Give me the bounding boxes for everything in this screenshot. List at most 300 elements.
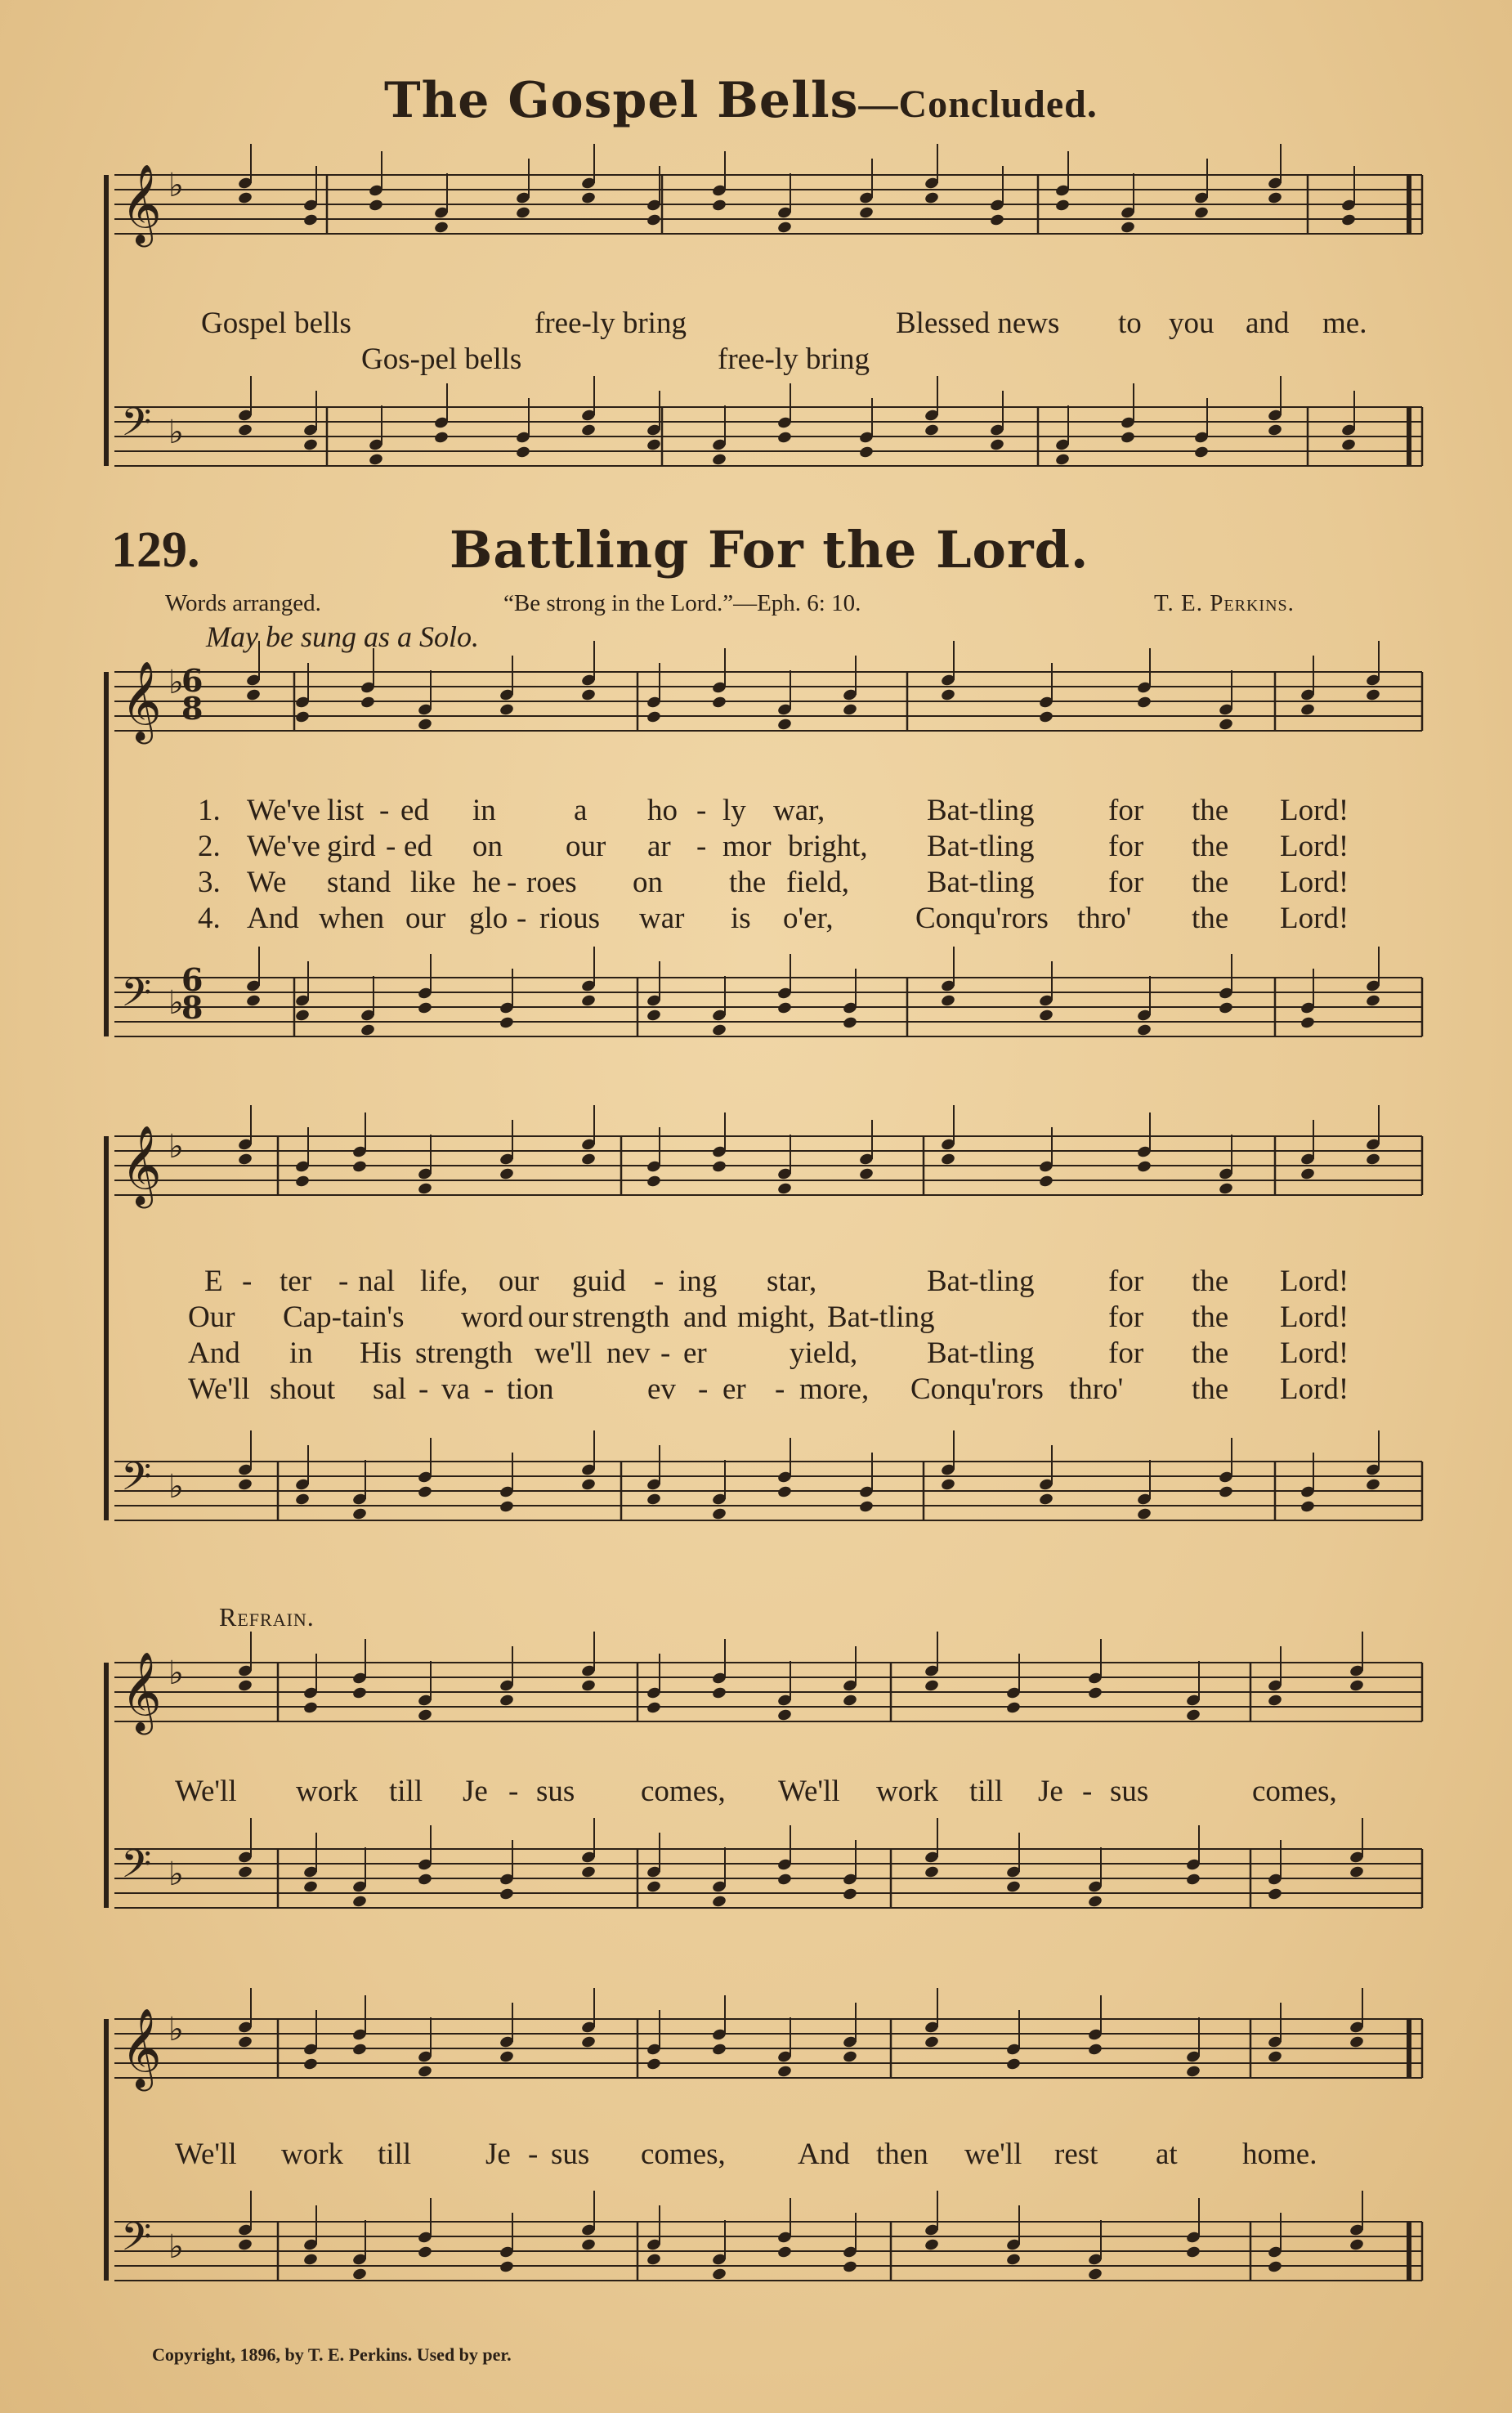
note-head [433,431,449,445]
lyric-word: sal [373,1372,407,1406]
lyric-word: thro' [1069,1372,1124,1406]
note-head [1300,1167,1315,1181]
note-head [1340,213,1356,227]
note-head [499,2260,514,2274]
note-head [237,1679,253,1693]
note-head [1087,1895,1103,1909]
bass-clef-icon: 𝄢 [121,1455,152,1508]
note-head [646,1009,661,1023]
note-head [245,688,261,702]
verse-number: 2. [198,830,221,863]
lyric-word: Gos-pel bells [361,342,522,376]
lyric-word: work [281,2138,344,2171]
lyric-word: We [247,866,287,899]
note-head [294,1175,310,1189]
lyric-word: ing [678,1265,718,1298]
lyric-word: till [389,1775,423,1808]
lyric-word: for [1108,1265,1144,1298]
note-head [1087,2268,1103,2281]
words-credit: Words arranged. [165,590,321,616]
note-head [1218,1485,1233,1499]
lyric-word: home. [1242,2138,1317,2171]
lyric-word: - [484,1372,494,1406]
note-head [302,1701,318,1715]
note-head [580,1478,596,1492]
bass-clef-icon: 𝄢 [121,1842,152,1896]
time-signature-bottom: 8 [181,989,204,1026]
note-head [1038,1493,1053,1506]
note-head [842,1016,857,1030]
note-head [1267,2050,1282,2064]
note-head [580,2238,596,2252]
note-head [1038,1009,1053,1023]
note-head [842,2050,857,2064]
lyric-word: We'll [188,1372,250,1406]
lyric-word: ter [280,1265,312,1298]
note-head [351,1160,367,1174]
note-head [776,1182,792,1196]
time-signature-bottom: 8 [181,690,204,727]
note-head [417,1001,432,1015]
treble-clef-icon: 𝄞 [121,1654,162,1730]
note-head [1120,431,1135,445]
composer-credit: T. E. Perkins. [1154,590,1295,616]
note-head [1087,2043,1103,2057]
lyric-word: We'll [175,1775,237,1808]
note-head [1340,438,1356,452]
flat-key-signature-icon: ♭ [168,2011,184,2048]
lyric-word: shout [270,1372,336,1406]
lyric-word: sus [536,1775,575,1808]
note-head [1218,718,1233,732]
note-head [237,1478,253,1492]
lyric-word: Je [485,2138,511,2171]
lyric-word: - [528,2138,539,2171]
note-head [417,2065,432,2079]
note-head [776,2065,792,2079]
note-head [842,1887,857,1901]
lyric-word: mor [722,830,772,863]
lyric-word: list [327,794,365,827]
flat-key-signature-icon: ♭ [168,1468,184,1505]
lyric-word: Gospel bells [201,307,351,340]
lyric-word: thro' [1077,902,1132,935]
lyric-word: er [722,1372,746,1406]
note-head [417,1873,432,1887]
note-head [580,2035,596,2049]
note-head [711,1507,727,1521]
note-head [351,2043,367,2057]
note-head [302,2253,318,2267]
note-head [351,2268,367,2281]
verse-number: 4. [198,902,221,935]
lyric-word: Je [1038,1775,1063,1808]
flat-key-signature-icon: ♭ [168,414,184,450]
note-head [351,1507,367,1521]
lyric-word: ly [722,794,746,827]
note-head [776,2245,792,2259]
note-head [711,1895,727,1909]
note-head [360,696,375,710]
note-head [499,1167,514,1181]
note-head [1185,1708,1201,1722]
lyric-word: - [1082,1775,1093,1808]
lyric-word: the [1192,830,1229,863]
lyric-word: va [441,1372,470,1406]
note-head [1005,2057,1021,2071]
lyric-word: ar [647,830,671,863]
note-head [1193,206,1209,220]
lyric-word: for [1108,830,1144,863]
note-head [1005,1880,1021,1894]
lyric-word: - [698,1372,709,1406]
lyric-word: our [528,1301,569,1334]
time-signature-top: 6 [181,662,204,699]
note-head [924,191,939,205]
note-head [1038,1175,1053,1189]
note-head [1267,1694,1282,1708]
note-head [711,199,727,213]
note-head [924,1679,939,1693]
note-head [1349,2035,1364,2049]
lyric-word: rest [1054,2138,1098,2171]
note-head [351,1895,367,1909]
note-head [417,2245,432,2259]
lyric-word: at [1156,2138,1178,2171]
note-head [580,191,596,205]
lyric-word: more, [799,1372,870,1406]
lyric-word: Bat-tling [927,830,1035,863]
note-head [237,423,253,437]
lyric-word: a [574,794,588,827]
lyric-word: and [683,1301,727,1334]
lyric-word: gird [327,830,376,863]
note-head [646,1701,661,1715]
lyric-word: the [1192,794,1229,827]
note-head [499,1694,514,1708]
lyric-word: comes, [641,2138,726,2171]
note-head [1120,221,1135,235]
note-head [1087,1686,1103,1700]
lyric-word: guid [572,1265,626,1298]
note-head [1136,1507,1152,1521]
lyric-word: Lord! [1280,1301,1349,1334]
lyric-word: like [410,866,456,899]
note-head [1136,1023,1152,1037]
note-head [499,2050,514,2064]
note-head [711,696,727,710]
lyric-word: in [289,1336,313,1370]
lyric-word: for [1108,794,1144,827]
lyric-word: tion [507,1372,554,1406]
note-head [515,445,530,459]
note-head [1267,191,1282,205]
lyric-word: rious [539,902,600,935]
note-head [776,718,792,732]
note-head [776,1485,792,1499]
lyric-word: - [517,902,527,935]
note-head [580,423,596,437]
note-head [237,2035,253,2049]
note-head [580,1153,596,1166]
note-head [417,1485,432,1499]
lyric-word: our [566,830,606,863]
lyric-word: free-ly bring [718,342,870,376]
treble-clef-icon: 𝄞 [121,1128,162,1204]
lyric-word: Bat-tling [827,1301,935,1334]
bass-clef-icon: 𝄢 [121,2215,152,2268]
note-head [1054,199,1070,213]
top-title-suffix: —Concluded. [858,83,1098,126]
lyric-word: word [461,1301,524,1334]
flat-key-signature-icon: ♭ [168,2228,184,2265]
note-head [646,438,661,452]
note-head [1193,445,1209,459]
note-head [1005,1701,1021,1715]
note-head [499,703,514,717]
lyric-word: bright, [788,830,868,863]
note-head [924,2035,939,2049]
lyric-word: - [386,830,396,863]
note-head [1300,1016,1315,1030]
copyright-notice: Copyright, 1896, by T. E. Perkins. Used by per. [152,2344,512,2365]
lyric-word: We've [247,794,320,827]
lyric-word: Conqu'rors [910,1372,1044,1406]
note-head [1038,710,1053,724]
note-head [776,1001,792,1015]
note-head [368,199,383,213]
top-title-main: The Gospel Bells [384,72,859,129]
lyric-word: His [360,1336,402,1370]
note-head [1365,1478,1380,1492]
flat-key-signature-icon: ♭ [168,664,184,701]
lyric-word: free-ly bring [535,307,687,340]
lyric-word: our [405,902,446,935]
lyric-word: - [418,1372,429,1406]
lyric-word: Blessed news [896,307,1060,340]
note-head [1365,688,1380,702]
note-head [1054,453,1070,467]
lyric-word: And [247,902,299,935]
note-head [1267,2260,1282,2274]
treble-clef-icon: 𝄞 [121,2011,162,2087]
treble-clef-icon: 𝄞 [121,167,162,243]
note-head [776,431,792,445]
lyric-word: And [188,1336,240,1370]
lyric-word: field, [786,866,850,899]
note-head [580,1679,596,1693]
lyric-word: comes, [1252,1775,1337,1808]
note-head [1365,1153,1380,1166]
note-head [924,2238,939,2252]
lyric-word: for [1108,1336,1144,1370]
note-head [858,1500,874,1514]
lyric-word: nal [358,1265,396,1298]
lyric-word: life, [420,1265,468,1298]
flat-key-signature-icon: ♭ [168,1654,184,1691]
note-head [940,994,955,1008]
hymn-title: Battling For the Lord. [450,520,1089,580]
note-head [646,213,661,227]
note-head [237,1153,253,1166]
lyric-word: till [969,1775,1004,1808]
lyric-word: Bat-tling [927,1265,1035,1298]
note-head [302,1880,318,1894]
lyric-word: - [507,866,517,899]
note-head [1300,703,1315,717]
lyric-word: the [1192,1265,1229,1298]
lyric-word: in [472,794,496,827]
note-head [499,1887,514,1901]
note-head [580,1865,596,1879]
lyric-word: strength [415,1336,513,1370]
lyric-word: - [508,1775,519,1808]
note-head [294,1009,310,1023]
time-signature-bass [181,961,204,1026]
lyric-word: then [876,2138,928,2171]
lyric-word: - [379,794,390,827]
hymn-number: 129. [111,522,200,578]
verse-number: 3. [198,866,221,899]
lyric-word: Lord! [1280,794,1349,827]
note-head [1136,696,1152,710]
refrain-label: Refrain. [219,1602,315,1632]
note-head [1349,1865,1364,1879]
lyric-word: Je [463,1775,488,1808]
lyric-word: - [654,1265,664,1298]
lyric-word: And [798,2138,850,2171]
lyric-word: the [1192,1372,1229,1406]
lyric-word: on [472,830,503,863]
note-head [940,1153,955,1166]
note-head [646,1493,661,1506]
lyric-word: Lord! [1280,830,1349,863]
note-head [351,1686,367,1700]
note-head [842,703,857,717]
note-head [515,206,530,220]
note-head [302,2057,318,2071]
note-head [294,1493,310,1506]
lyric-word: Bat-tling [927,1336,1035,1370]
note-head [924,423,939,437]
lyric-word: might, [737,1301,816,1334]
flat-key-signature-icon: ♭ [168,1128,184,1165]
lyric-word: war [639,902,685,935]
lyric-word: me. [1322,307,1367,340]
note-head [1267,423,1282,437]
lyric-word: the [1192,1336,1229,1370]
note-head [711,453,727,467]
lyric-word: star, [767,1265,817,1298]
note-head [237,2238,253,2252]
time-signature-top: 6 [181,961,204,998]
lyric-word: we'll [964,2138,1022,2171]
lyric-word: Lord! [1280,1372,1349,1406]
note-head [580,688,596,702]
note-head [1185,2065,1201,2079]
treble-clef-icon: 𝄞 [121,664,162,740]
note-head [776,1873,792,1887]
note-head [1136,1160,1152,1174]
lyric-word: our [499,1265,539,1298]
note-head [1185,1873,1201,1887]
note-head [646,1175,661,1189]
note-head [499,1016,514,1030]
lyric-word: for [1108,866,1144,899]
lyric-word: yield, [790,1336,858,1370]
note-head [1005,2253,1021,2267]
note-head [1349,2238,1364,2252]
lyric-word: roes [526,866,577,899]
lyric-word: - [660,1336,671,1370]
note-head [924,1865,939,1879]
lyric-word: the [1192,902,1229,935]
note-head [711,2268,727,2281]
note-head [417,1182,432,1196]
lyric-word: sus [551,2138,590,2171]
note-head [646,710,661,724]
flat-key-signature-icon: ♭ [168,984,184,1021]
lyric-word: Lord! [1280,1265,1349,1298]
lyric-word: comes, [641,1775,726,1808]
lyric-word: glo [469,902,508,935]
note-head [245,994,261,1008]
lyric-word: he [472,866,501,899]
lyric-word: We've [247,830,320,863]
note-head [360,1023,375,1037]
lyric-word: you [1169,307,1215,340]
note-head [711,1160,727,1174]
note-head [989,438,1004,452]
note-head [858,206,874,220]
lyric-word: Bat-tling [927,866,1035,899]
note-head [776,221,792,235]
note-head [1218,1001,1233,1015]
lyric-word: We'll [175,2138,237,2171]
lyric-word: - [338,1265,349,1298]
note-head [989,213,1004,227]
lyric-word: Bat-tling [927,794,1035,827]
lyric-word: E [204,1265,223,1298]
note-head [417,1708,432,1722]
note-head [1300,1500,1315,1514]
bass-clef-icon: 𝄢 [121,401,152,454]
lyric-word: is [731,902,751,935]
note-head [711,1023,727,1037]
lyric-word: Our [188,1301,235,1334]
lyric-word: the [729,866,767,899]
note-head [433,221,449,235]
lyric-word: to [1118,307,1142,340]
lyric-word: Lord! [1280,1336,1349,1370]
lyric-word: ev [647,1372,676,1406]
scripture-reference: “Be strong in the Lord.”—Eph. 6: 10. [503,590,861,616]
lyric-word: ed [404,830,432,863]
note-head [1365,994,1380,1008]
flat-key-signature-icon: ♭ [168,1856,184,1892]
lyric-word: Lord! [1280,866,1349,899]
note-head [1218,1182,1233,1196]
lyric-word: war, [773,794,825,827]
note-head [237,191,253,205]
note-head [776,1708,792,1722]
note-head [858,445,874,459]
note-head [842,1694,857,1708]
performance-note: May be sung as a Solo. [206,620,479,653]
lyric-word: the [1192,1301,1229,1334]
note-head [711,2043,727,2057]
lyric-word: work [876,1775,939,1808]
